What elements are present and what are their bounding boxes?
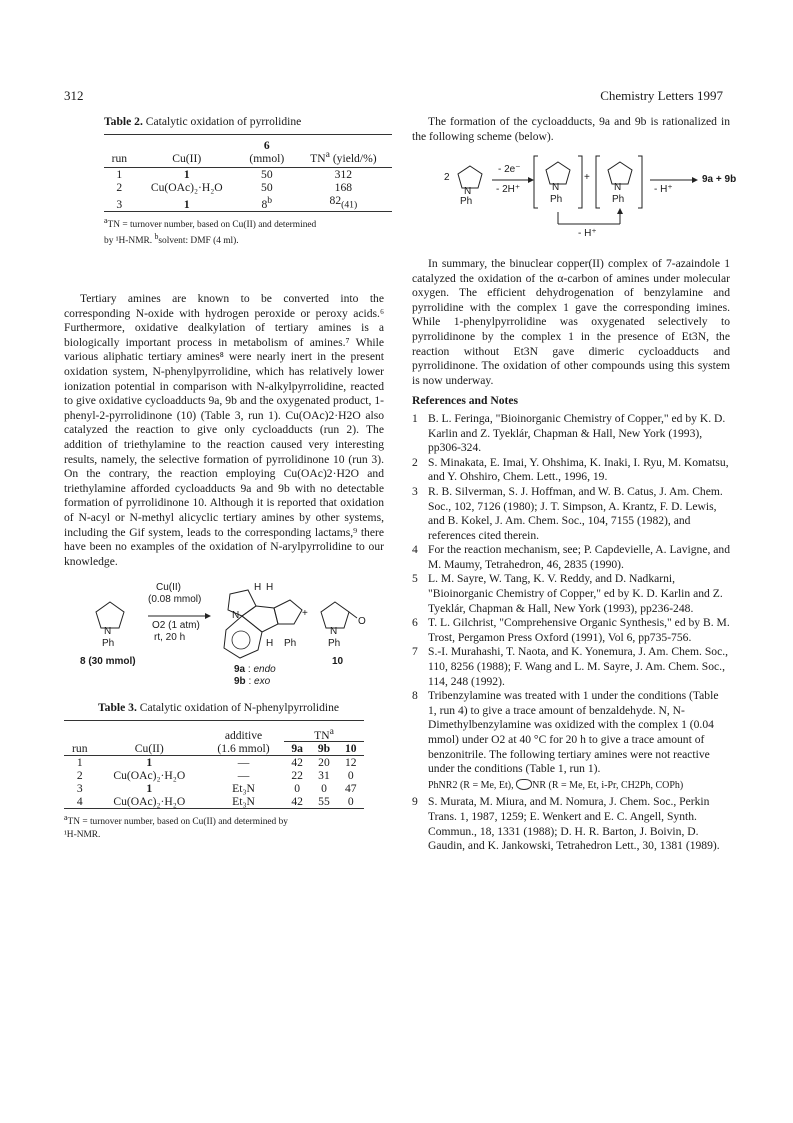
list-item: 1 B. L. Feringa, "Bioinorganic Chemistry of Copper," ed by K. D. Karlin and Z. Tyeklár, Chapman & Hall, New York (1993), pp306-324. [412,411,726,455]
reaction-scheme-1: Cu(II) (0.08 mmol) O2 (1 atm) rt, 20 h N Ph N H H H Ph + N O Ph 8 (30 mmol) 9a : endo 9b : exo 10 [80,580,400,690]
list-item: 6 T. L. Gilchrist, "Comprehensive Organic Synthesis," ed by B. M. Trost, Pergamon Press Oxford (1991), Vol 6, pp735-756. [412,616,730,644]
table-row: 1 1 50 312 [116,167,353,181]
table-row: 3 1 8$^b$ $82_{(41)}$ [104,194,392,212]
col-cu: Cu(II) [172,151,202,165]
product-label-b: 9b : exo [234,676,271,687]
col-tn: TN [310,151,326,165]
table-2-footnote: $^a$TN = turnover number, based on Cu(II) and determined by ¹H-NMR. $^b$solvent: DMF (4 ml). [104,215,317,247]
table-row: 2 Cu(OAc)₂·H₂O — 22 31 0 [76,769,354,783]
list-item: 9 S. Murata, M. Miura, and M. Nomura, J. Chem. Soc., Perkin Trans. 1, 1987, 1259; E. Wenkert and E. C. Angell, Synth. Commun., 18, 1331 (1988); D. H. R. Barton, J. Boivin, D. Gaudin, and K. Jankowski, Tetrahedron Lett., 30, 1381 (1989). [412,795,720,853]
pyrrolidine-ring-icon [516,779,532,790]
col-run: run [111,151,128,165]
list-item: 8 Tribenzylamine was treated with 1 under the conditions (Table 1, run 4) to give a trace amount of benzaldehyde. N, N-Dimethylbenzylamine was oxidized with the complex 1 (0.04 mmol) under O2 at 40 °C for 20 h to give a trace amount of benzonitrile. The following tertiary amines were not reactive under the conditions (Table 1, run 1). [412,689,719,776]
list-item: 2 S. Minakata, E. Imai, Y. Ohshima, K. Inaki, I. Ryu, M. Komatsu, and Y. Ohshiro, Chem. Lett., 1996, 19. [412,455,729,484]
conditions-label: rt, 20 h [154,632,186,643]
catalyst-label: Cu(II) [156,582,181,593]
col-six: 6 [263,138,270,152]
page-number: 312 [64,88,84,103]
table-3 [64,701,384,841]
reaction-scheme-2: 2 - 2e⁻ - 2H⁺ N Ph N Ph + N Ph - H⁺ 9a + 9b - H⁺ [442,152,742,242]
list-item: 3 R. B. Silverman, S. J. Hoffman, and W. B. Catus, J. Am. Chem. Soc., 102, 7126 (1980); J. T. Simpson, A. Krantz, F. D. Lewis, and B. Kokel, J. Am. Chem. Soc., 104, 7155 (1982), and references cited therein. [412,484,723,542]
table-row: 3 1 Et₃N 0 0 47 [76,782,357,796]
summary-paragraph: In summary, the binuclear copper(II) complex of 7-azaindole 1 catalyzed the oxidation of the α-carbon of amines under molecular oxygen. The efficient dehydrogenation of benzylamine and pyrrolidine with the complex 1 gave the corresponding imines. While 1-phenylpyrrolidine was oxygenated selectively to pyrrolidinone by the complex 1 in the presence of Et3N, the reaction without Et3N gave dimeric cycloadducts and pyrrolidinone. The oxidation of other compounds using this system is now underway. References and Notes 1 B. L. Feringa, "Bioinorganic Chemistry of Copper," ed by K. D. Karlin and Z. Tyeklár, Chapman & Hall, New York (1993), pp306-324. 2 S. Minakata, E. Imai, Y. Ohshima, K. Inaki, I. Ryu, M. Komatsu, and Y. Ohshiro, Chem. Lett., 1996, 19. 3 R. B. Silverman, S. J. Hoffman, and W. B. Catus, J. Am. Chem. Soc., 102, 7126 (1980); J. T. Simpson, A. Krantz, F. D. Lewis, and B. Kokel, J. Am. Chem. Soc., 104, 7155 (1982), and references cited therein. 4 For the reaction mechanism, see; P. Capdevielle, A. Lavigne, and M. Maumy, Tetrahedron, 46, 2835 (1990). 5 L. M. Sayre, W. Tang, K. V. Reddy, and D. Nadkarni, "Bioinorganic Chemistry of Copper," ed by K. D. Karlin and Z. Tyeklár, Chapman & Hall, New York (1993), pp236-248. 6 T. L. Gilchrist, "Comprehensive Organic Synthesis," ed by B. M. Trost, Pergamon Press Oxford (1991), Vol 6, pp735-756. 7 S.-I. Murahashi, T. Naota, and K. Yonemura, J. Am. Chem. Soc., 110, 8256 (1988); F. Wang and L. M. Sayre, J. Am. Chem. Soc., 114, 248 (1992). 8 Tribenzylamine was treated with 1 under the conditions (Table 1, run 4) to give a trace amount of benzaldehyde. N, N-Dimethylbenzylamine was oxidized with the complex 1 (0.04 mmol) under O2 at 40 °C for 20 h to give a trace amount of benzonitrile. The following tertiary amines were not reactive under the conditions (Table 1, run 1). PhNR2 (R = Me, Et), NR (R = Me, Et, i-Pr, CH2Ph, COPh) 9 S. Murata, M. Miura, and M. Nomura, J. Chem. Soc., Perkin Trans. 1, 1987, 1259; E. Wenkert and E. C. Angell, Synth. Commun., 18, 1331 (1988); D. H. R. Barton, J. Boivin, D. Gaudin, and K. Jankowski, Tetrahedron Lett., 30, 1381 (1989). [412,257,730,853]
product-label-a: 9a : endo [234,664,276,675]
catalyst-amount: (0.08 mmol) [148,594,202,605]
table-3-footnote: $^a$TN = turnover number, based on Cu(II) and determined by ¹H-NMR. [64,813,288,840]
table-3-caption: Table 3. Catalytic oxidation of N-phenylpyrrolidine [98,701,340,714]
right-intro: The formation of the cycloadducts, 9a and 9b is rationalized in the following scheme (below). [412,115,730,143]
references-title: References and Notes [412,394,519,408]
amine-list: PhNR2 (R = Me, Et), NR (R = Me, Et, i-Pr, CH2Ph, COPh) [428,779,684,791]
journal-running-head: Chemistry Letters 1997 [600,88,723,103]
list-item: 5 L. M. Sayre, W. Tang, K. V. Reddy, and D. Nadkarni, "Bioinorganic Chemistry of Copper," ed by K. D. Karlin and Z. Tyeklár, Chapman & Hall, New York (1993), pp236-248. [412,572,723,615]
list-item: 4 For the reaction mechanism, see; P. Capdevielle, A. Lavigne, and M. Maumy, Tetrahedron, 46, 2835 (1990). [412,543,730,571]
list-item: 7 S.-I. Murahashi, T. Naota, and K. Yonemura, J. Am. Chem. Soc., 110, 8256 (1988); F. Wang and L. M. Sayre, J. Am. Chem. Soc., 114, 248 (1992). [412,645,729,688]
oxygen-label: O2 (1 atm) [152,620,200,631]
table-row: 4 Cu(OAc)₂·H₂O Et₃N 42 55 0 [64,795,364,809]
table-row: 1 1 — 42 20 12 [76,756,357,770]
lactam-label: 10 [332,656,344,667]
reference-list [412,412,730,854]
table-2 [64,115,384,247]
table-2-caption: Table 2. Catalytic oxidation of pyrrolidine [104,115,302,128]
table-2-grid: run Cu(II) 6 (mmol) $TN^a$ (yield/%) 1 1 50 312 2 Cu(OAc)₂·H₂O 50 168 3 1 8$^b$ $82_{(41)}$ [104,134,392,212]
table-3-grid: run Cu(II) additive $TN^a$ (1.6 mmol) 9a 9b 10 1 1 — 42 20 12 2 Cu(OAc)₂·H₂O — 22 31 0 3 1 Et₃N 0 0 47 4 Cu(OAc)₂·H₂O Et₃N 42 55 0 [64,720,364,810]
table-row: 2 Cu(OAc)₂·H₂O 50 168 [116,180,353,194]
body-paragraph-left: Tertiary amines are known to be converted into the corresponding N-oxide with hydrogen peroxide or peroxy acids.⁶ Furthermore, oxidative dealkylation of tertiary amines is a biologically important process in metabolism of amines.⁷ While various aliphatic tertiary amines⁸ were nearly inert in the present oxidation system, N-phenylpyrrolidine, which has relatively lower ionization potential in comparison with N-alkylpyrrolidine, reacted to give oxidative cycloadducts 9a, 9b and the oxygenated product, 1-phenyl-2-pyrrolidinone (10) (Table 3, run 1). Cu(OAc)2·H2O also catalyzed the reaction to give only cycloadducts (run 2). The addition of triethylamine to the reaction caused very interesting results, namely, the selective formation of pyrrolidinone 10 (run 3). On the contrary, the reaction employing Cu(OAc)2·H2O and triethylamine afforded cycloadducts 9a and 9b with no detectable formation of pyrrolidinone 10. Although it is reported that oxidation of N-acyl or N-methyl alicyclic tertiary amines by other systems, including the Gif system, leads to the corresponding lactams,⁹ there have been no examples of the oxidation of N-arylpyrrolidine to our knowledge. [64,292,384,568]
reactant-label: 8 (30 mmol) [80,656,136,667]
